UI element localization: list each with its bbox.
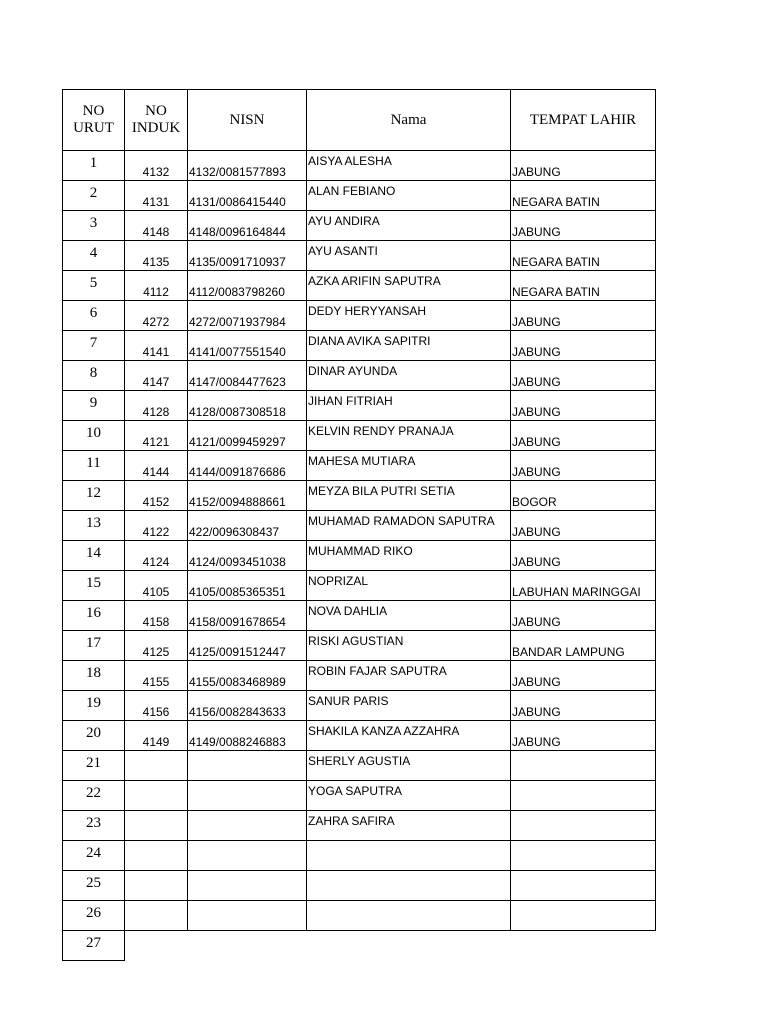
table-row	[63, 361, 656, 391]
cell-nisn: 422/0096308437	[188, 511, 307, 541]
cell-nama: KELVIN RENDY PRANAJA	[307, 421, 511, 451]
cell-tempat-lahir	[511, 751, 656, 781]
cell-no-urut: 1	[63, 151, 125, 181]
table-row	[63, 601, 656, 631]
cell-nisn	[188, 901, 307, 931]
cell-nisn: 4112/0083798260	[188, 271, 307, 301]
cell-tempat-lahir	[511, 841, 656, 871]
cell-no-urut: 26	[63, 901, 125, 931]
cell-nisn: 4132/0081577893	[188, 151, 307, 181]
cell-nisn: 4149/0088246883	[188, 721, 307, 751]
cell-no-induk: 4131	[125, 181, 188, 211]
cell-no-urut: 6	[63, 301, 125, 331]
table-row	[63, 751, 656, 781]
cell-tempat-lahir: JABUNG	[511, 601, 656, 631]
cell-no-urut: 12	[63, 481, 125, 511]
table-row	[63, 331, 656, 361]
cell-no-urut: 10	[63, 421, 125, 451]
cell-tempat-lahir: JABUNG	[511, 541, 656, 571]
cell-tempat-lahir: JABUNG	[511, 421, 656, 451]
cell-nama: ALAN FEBIANO	[307, 181, 511, 211]
cell-no-urut: 23	[63, 811, 125, 841]
table-row	[63, 301, 656, 331]
cell-no-induk: 4155	[125, 661, 188, 691]
table-row	[63, 781, 656, 811]
cell-nisn	[188, 751, 307, 781]
cell-tempat-lahir	[511, 871, 656, 901]
cell-nama	[307, 901, 511, 931]
cell-no-induk: 4124	[125, 541, 188, 571]
cell-no-urut: 18	[63, 661, 125, 691]
cell-nisn	[188, 811, 307, 841]
table-row	[63, 871, 656, 901]
cell-no-urut: 17	[63, 631, 125, 661]
cell-no-urut: 19	[63, 691, 125, 721]
cell-tempat-lahir	[511, 931, 656, 961]
table-row	[63, 181, 656, 211]
cell-tempat-lahir: JABUNG	[511, 301, 656, 331]
cell-no-induk	[125, 901, 188, 931]
header-no-urut: NO URUT	[63, 90, 125, 151]
cell-tempat-lahir: BOGOR	[511, 481, 656, 511]
cell-nama: NOVA DAHLIA	[307, 601, 511, 631]
cell-nisn: 4152/0094888661	[188, 481, 307, 511]
cell-tempat-lahir	[511, 901, 656, 931]
cell-tempat-lahir: JABUNG	[511, 721, 656, 751]
cell-nisn: 4121/0099459297	[188, 421, 307, 451]
header-no-induk: NO INDUK	[125, 90, 188, 151]
cell-no-induk: 4132	[125, 151, 188, 181]
cell-nama: MUHAMMAD RIKO	[307, 541, 511, 571]
cell-nama: AZKA ARIFIN SAPUTRA	[307, 271, 511, 301]
cell-nisn: 4141/0077551540	[188, 331, 307, 361]
cell-tempat-lahir: JABUNG	[511, 391, 656, 421]
cell-nisn	[188, 871, 307, 901]
table-row	[63, 841, 656, 871]
cell-no-induk	[125, 781, 188, 811]
cell-nama: SHERLY AGUSTIA	[307, 751, 511, 781]
cell-no-induk: 4149	[125, 721, 188, 751]
cell-no-induk: 4122	[125, 511, 188, 541]
cell-nama: SANUR PARIS	[307, 691, 511, 721]
table-row	[63, 811, 656, 841]
cell-nama: RISKI AGUSTIAN	[307, 631, 511, 661]
cell-tempat-lahir: JABUNG	[511, 661, 656, 691]
cell-no-induk: 4128	[125, 391, 188, 421]
cell-no-urut: 27	[63, 931, 125, 961]
cell-tempat-lahir: BANDAR LAMPUNG	[511, 631, 656, 661]
cell-nama: DEDY HERYYANSAH	[307, 301, 511, 331]
cell-tempat-lahir	[511, 781, 656, 811]
cell-nama: YOGA SAPUTRA	[307, 781, 511, 811]
cell-no-induk	[125, 751, 188, 781]
cell-nama	[307, 841, 511, 871]
cell-no-urut: 22	[63, 781, 125, 811]
cell-no-urut: 24	[63, 841, 125, 871]
cell-nama: MAHESA MUTIARA	[307, 451, 511, 481]
table-row	[63, 511, 656, 541]
cell-no-induk: 4156	[125, 691, 188, 721]
cell-nama: MEYZA BILA PUTRI SETIA	[307, 481, 511, 511]
cell-tempat-lahir: JABUNG	[511, 511, 656, 541]
table-row	[63, 421, 656, 451]
cell-nama: MUHAMAD RAMADON SAPUTRA	[307, 511, 511, 541]
cell-tempat-lahir: JABUNG	[511, 451, 656, 481]
table-header-row	[63, 90, 656, 151]
cell-tempat-lahir: NEGARA BATIN	[511, 181, 656, 211]
cell-no-urut: 7	[63, 331, 125, 361]
cell-no-induk: 4141	[125, 331, 188, 361]
cell-nisn: 4144/0091876686	[188, 451, 307, 481]
table-row	[63, 241, 656, 271]
cell-no-urut: 16	[63, 601, 125, 631]
cell-no-urut: 14	[63, 541, 125, 571]
cell-nisn: 4158/0091678654	[188, 601, 307, 631]
table-row	[63, 481, 656, 511]
cell-no-urut: 4	[63, 241, 125, 271]
cell-nisn	[188, 841, 307, 871]
cell-no-induk: 4121	[125, 421, 188, 451]
cell-nisn: 4148/0096164844	[188, 211, 307, 241]
cell-nisn: 4124/0093451038	[188, 541, 307, 571]
table-row	[63, 661, 656, 691]
cell-nisn: 4128/0087308518	[188, 391, 307, 421]
cell-no-induk: 4105	[125, 571, 188, 601]
cell-no-urut: 9	[63, 391, 125, 421]
header-nama: Nama	[307, 90, 511, 151]
table-row	[63, 931, 656, 961]
cell-nama	[307, 871, 511, 901]
cell-no-induk: 4148	[125, 211, 188, 241]
cell-tempat-lahir: JABUNG	[511, 361, 656, 391]
table-row	[63, 691, 656, 721]
cell-no-urut: 13	[63, 511, 125, 541]
cell-nisn	[188, 781, 307, 811]
cell-nisn: 4105/0085365351	[188, 571, 307, 601]
table-row	[63, 271, 656, 301]
table-row	[63, 901, 656, 931]
table-row	[63, 721, 656, 751]
cell-no-induk: 4144	[125, 451, 188, 481]
header-tempat-lahir: TEMPAT LAHIR	[511, 90, 656, 151]
cell-no-induk: 4112	[125, 271, 188, 301]
table-row	[63, 631, 656, 661]
cell-no-induk	[125, 931, 188, 961]
cell-no-induk: 4158	[125, 601, 188, 631]
cell-no-urut: 5	[63, 271, 125, 301]
cell-tempat-lahir: LABUHAN MARINGGAI	[511, 571, 656, 601]
cell-no-induk: 4135	[125, 241, 188, 271]
cell-no-induk: 4272	[125, 301, 188, 331]
cell-nama: ROBIN FAJAR SAPUTRA	[307, 661, 511, 691]
cell-nisn: 4147/0084477623	[188, 361, 307, 391]
cell-nama: DINAR AYUNDA	[307, 361, 511, 391]
cell-tempat-lahir: NEGARA BATIN	[511, 241, 656, 271]
cell-tempat-lahir	[511, 811, 656, 841]
cell-no-urut: 21	[63, 751, 125, 781]
cell-no-induk	[125, 871, 188, 901]
cell-no-induk	[125, 841, 188, 871]
cell-nisn: 4155/0083468989	[188, 661, 307, 691]
cell-nisn	[188, 931, 307, 961]
cell-no-urut: 15	[63, 571, 125, 601]
cell-no-induk	[125, 811, 188, 841]
cell-nama: DIANA AVIKA SAPITRI	[307, 331, 511, 361]
cell-no-urut: 2	[63, 181, 125, 211]
cell-nama: AYU ASANTI	[307, 241, 511, 271]
header-nisn: NISN	[188, 90, 307, 151]
cell-nama: SHAKILA KANZA AZZAHRA	[307, 721, 511, 751]
cell-no-induk: 4125	[125, 631, 188, 661]
cell-no-urut: 25	[63, 871, 125, 901]
cell-nama: AISYA ALESHA	[307, 151, 511, 181]
cell-tempat-lahir: NEGARA BATIN	[511, 271, 656, 301]
table-row	[63, 571, 656, 601]
cell-no-induk: 4152	[125, 481, 188, 511]
table-row	[63, 211, 656, 241]
cell-tempat-lahir: JABUNG	[511, 691, 656, 721]
cell-nama: ZAHRA SAFIRA	[307, 811, 511, 841]
table-row	[63, 541, 656, 571]
cell-no-urut: 8	[63, 361, 125, 391]
cell-nisn: 4131/0086415440	[188, 181, 307, 211]
cell-no-induk: 4147	[125, 361, 188, 391]
cell-nisn: 4156/0082843633	[188, 691, 307, 721]
cell-tempat-lahir: JABUNG	[511, 331, 656, 361]
cell-no-urut: 11	[63, 451, 125, 481]
cell-tempat-lahir: JABUNG	[511, 151, 656, 181]
cell-nama: NOPRIZAL	[307, 571, 511, 601]
table-row	[63, 151, 656, 181]
cell-nama: JIHAN FITRIAH	[307, 391, 511, 421]
cell-nama: AYU ANDIRA	[307, 211, 511, 241]
table-row	[63, 391, 656, 421]
cell-nisn: 4272/0071937984	[188, 301, 307, 331]
student-roster-table	[62, 89, 656, 961]
table-row	[63, 451, 656, 481]
cell-no-urut: 3	[63, 211, 125, 241]
cell-nisn: 4125/0091512447	[188, 631, 307, 661]
cell-nisn: 4135/0091710937	[188, 241, 307, 271]
cell-nama	[307, 931, 511, 961]
cell-tempat-lahir: JABUNG	[511, 211, 656, 241]
cell-no-urut: 20	[63, 721, 125, 751]
